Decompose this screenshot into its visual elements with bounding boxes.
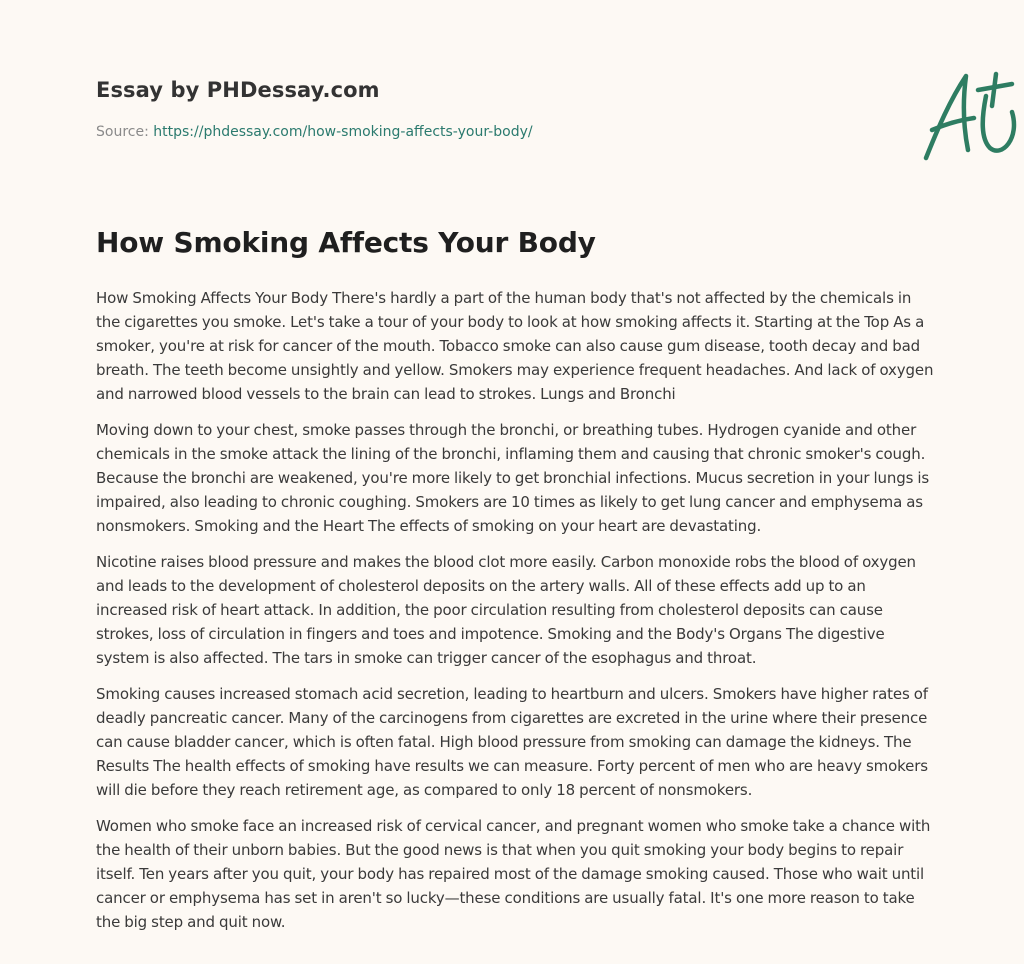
site-brand: Essay by PHDessay.com (96, 78, 380, 102)
essay-title: How Smoking Affects Your Body (96, 226, 596, 259)
essay-paragraph: Moving down to your chest, smoke passes through the bronchi, or breathing tubes. Hydrogen cyanide and other chemicals in the smoke attack the lining of the bronchi, inflaming them and causing that chronic smoker's cough. Because the bronchi are weakened, you're more likely to get bronchial infections. Mucus secretion in your lungs is impaired, also leading to chronic coughing. Smokers are 10 times as likely to get lung cancer and emphysema as nonsmokers. Smoking and the Heart The effects of smoking on your heart are devastating. (96, 421, 930, 535)
essay-paragraph: Women who smoke face an increased risk of cervical cancer, and pregnant women who smoke take a chance with the health of their unborn babies. But the good news is that when you quit smoking your body begins to repair itself. Ten years after you quit, your body has repaired most of the damage smoking caused. Those who wait until cancer or emphysema has set in aren't so lucky—these conditions are usually fatal. It's one more reason to take the big step and quit now. (96, 817, 931, 931)
essay-paragraph: Smoking causes increased stomach acid secretion, leading to heartburn and ulcers. Smokers have higher rates of deadly pancreatic cancer. Many of the carcinogens from cigarettes are excreted in the urine where their presence can cause bladder cancer, which is often fatal. High blood pressure from smoking can damage the kidneys. The Results The health effects of smoking have results we can measure. Forty percent of men who are heavy smokers will die before they reach retirement age, as compared to only 18 percent of nonsmokers. (96, 685, 928, 799)
source-line (96, 124, 533, 140)
essay-body (96, 286, 936, 946)
source-link[interactable]: https://phdessay.com/how-smoking-affects-your-body/ (153, 124, 533, 140)
a-plus-grade-icon (916, 66, 1024, 166)
source-label: Source: (96, 124, 154, 140)
essay-paragraph: How Smoking Affects Your Body There's hardly a part of the human body that's not affected by the chemicals in the cigarettes you smoke. Let's take a tour of your body to look at how smoking affects it. Starting at the Top As a smoker, you're at risk for cancer of the mouth. Tobacco smoke can also cause gum disease, tooth decay and bad breath. The teeth become unsightly and yellow. Smokers may experience frequent headaches. And lack of oxygen and narrowed blood vessels to the brain can lead to strokes. Lungs and Bronchi (96, 289, 934, 403)
essay-paragraph: Nicotine raises blood pressure and makes the blood clot more easily. Carbon monoxide robs the blood of oxygen and leads to the development of cholesterol deposits on the artery walls. All of these effects add up to an increased risk of heart attack. In addition, the poor circulation resulting from cholesterol deposits can cause strokes, loss of circulation in fingers and toes and impotence. Smoking and the Body's Organs The digestive system is also affected. The tars in smoke can trigger cancer of the esophagus and throat. (96, 553, 916, 667)
